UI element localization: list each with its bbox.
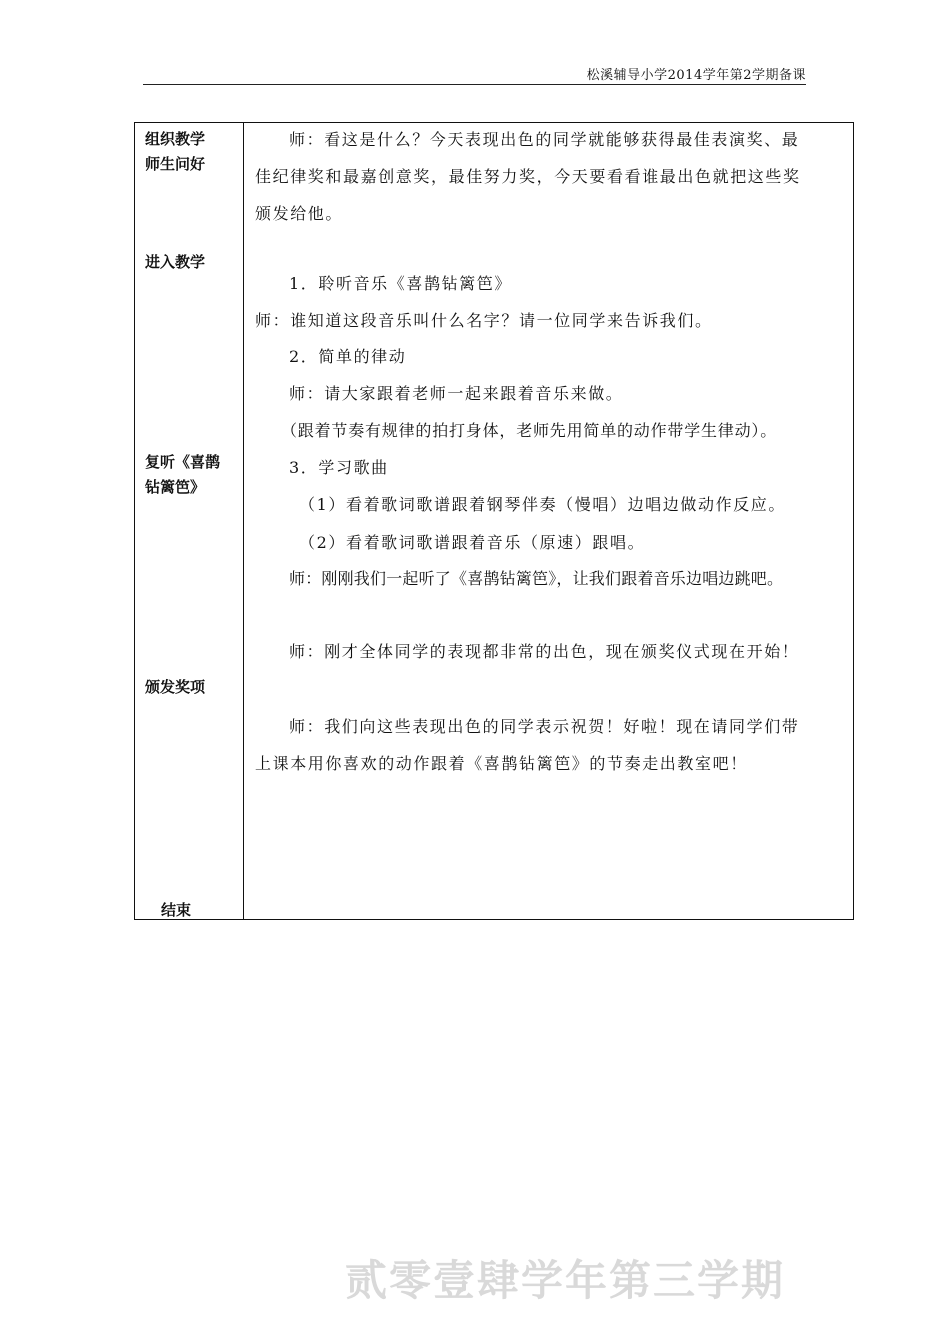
label-greeting: 师生问好 [145, 155, 206, 173]
award-text: 师：刚才全体同学的表现都非常的出色，现在颁奖仪式现在开始！ [289, 642, 800, 661]
label-organize-teaching: 组织教学 [145, 130, 206, 148]
column-divider [243, 123, 244, 919]
section3-item2: （2）看着歌词歌谱跟着音乐（原速）跟唱。 [299, 533, 646, 552]
header-rule [143, 84, 806, 85]
section2-title: 2．简单的律动 [289, 347, 407, 366]
label-award: 颁发奖项 [145, 678, 206, 696]
section1-title: 1．聆听音乐《喜鹊钻篱笆》 [289, 274, 512, 293]
intro-text-line3: 颁发给他。 [255, 204, 344, 223]
label-enter-teaching: 进入教学 [145, 253, 206, 271]
label-end: 结束 [161, 901, 192, 919]
section1-text: 师：谁知道这段音乐叫什么名字？请一位同学来告诉我们。 [255, 311, 713, 330]
section2-text: 师：请大家跟着老师一起来跟着音乐来做。 [289, 384, 624, 403]
section3-item1: （1）看着歌词歌谱跟着钢琴伴奏（慢唱）边唱边做动作反应。 [299, 495, 786, 514]
section3-text: 师：刚刚我们一起听了《喜鹊钻篱笆》，让我们跟着音乐边唱边跳吧。 [289, 569, 784, 588]
label-review-song-line2: 钻篱笆》 [145, 478, 206, 496]
section3-title: 3．学习歌曲 [289, 458, 389, 477]
closing-text-line2: 上课本用你喜欢的动作跟着《喜鹊钻篱笆》的节奏走出教室吧！ [255, 754, 748, 773]
lesson-plan-table [134, 122, 854, 920]
intro-text-line1: 师：看这是什么？今天表现出色的同学就能够获得最佳表演奖、最 [289, 130, 800, 149]
page-header-title: 松溪辅导小学2014学年第2学期备课 [586, 68, 806, 83]
section2-note: （跟着节奏有规律的拍打身体，老师先用简单的动作带学生律动）。 [281, 421, 778, 440]
footer-watermark: 贰零壹肆学年第三学期 [345, 1256, 786, 1305]
label-review-song-line1: 复听《喜鹊 [145, 453, 221, 471]
closing-text-line1: 师：我们向这些表现出色的同学表示祝贺！好啦！现在请同学们带 [289, 717, 800, 736]
intro-text-line2: 佳纪律奖和最嘉创意奖，最佳努力奖，今天要看看谁最出色就把这些奖 [255, 167, 801, 186]
